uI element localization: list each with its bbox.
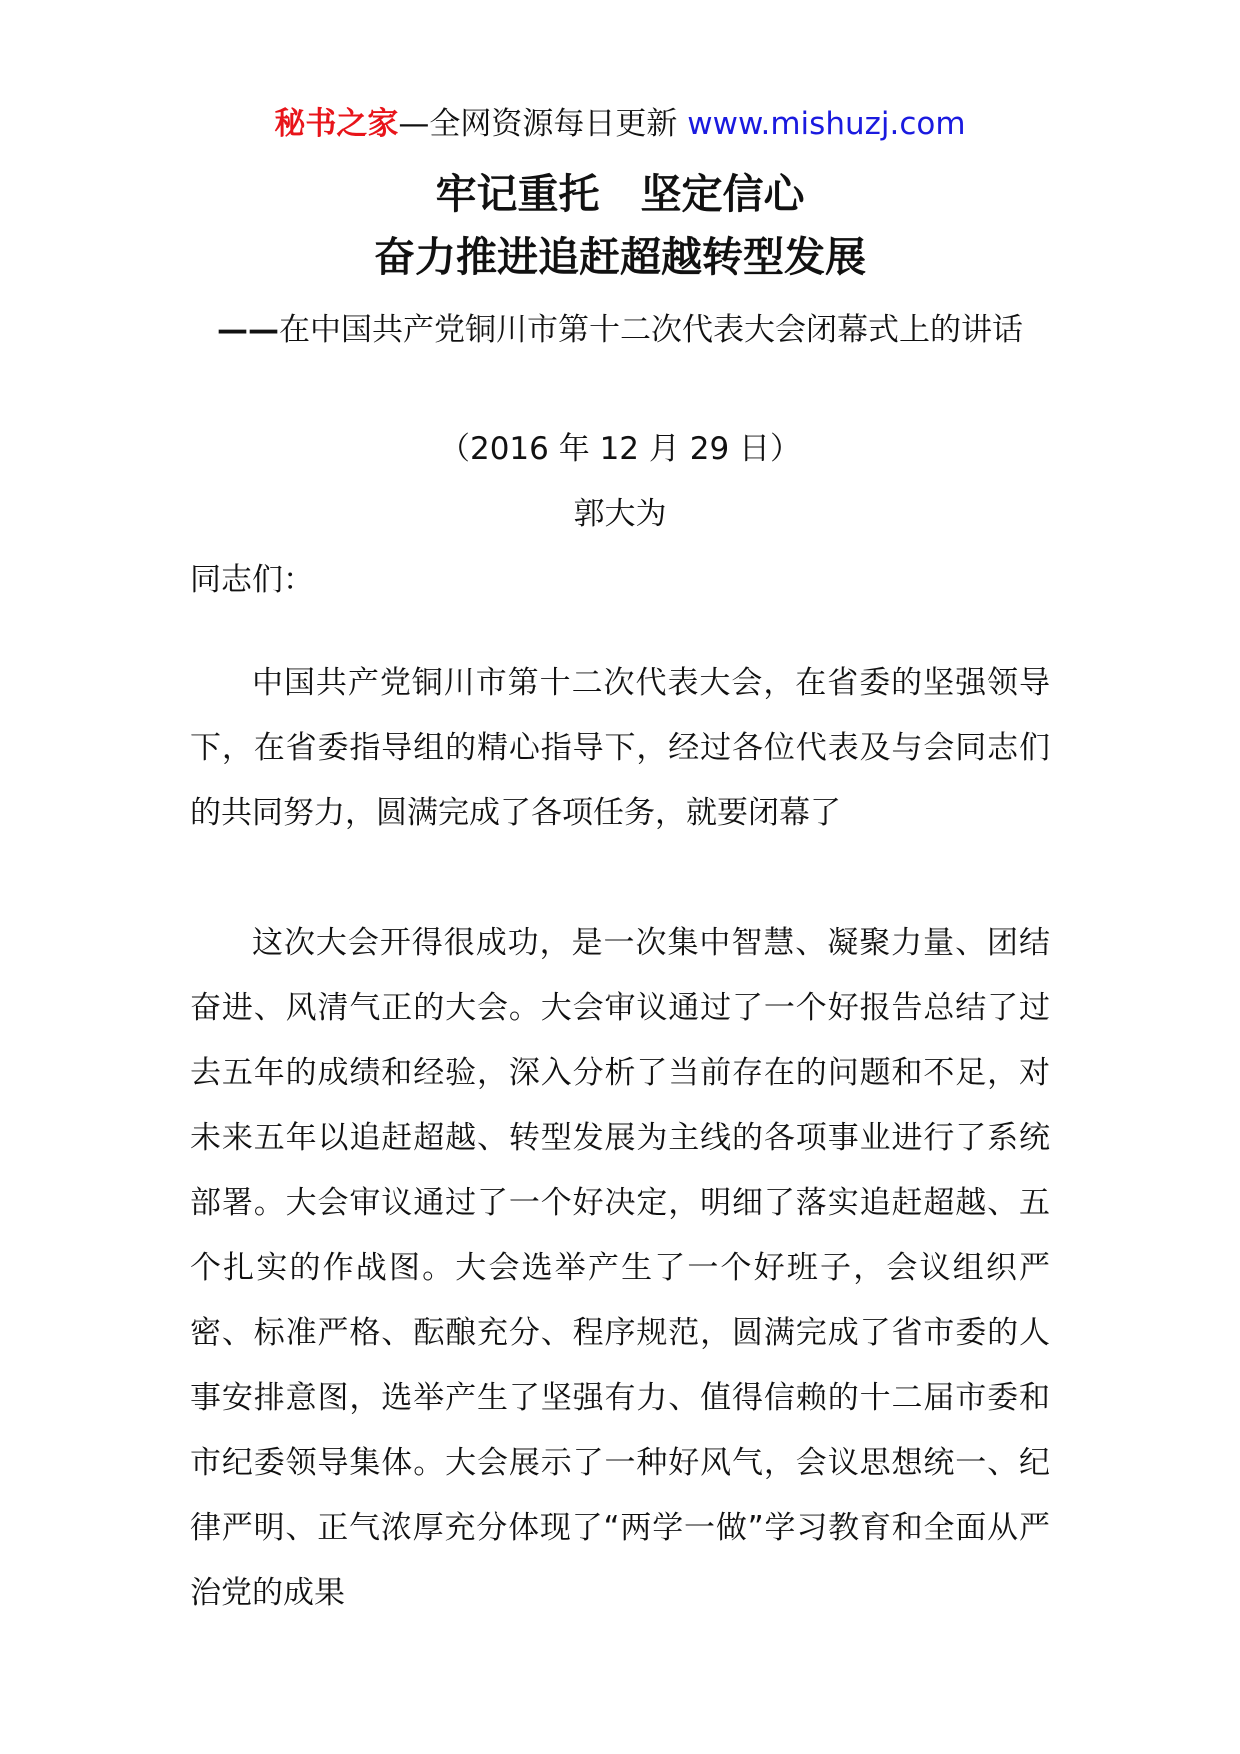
brand-name: 秘书之家 (274, 106, 399, 142)
salutation: 同志们： (190, 562, 314, 598)
body-paragraph-1: 中国共产党铜川市第十二次代表大会，在省委的坚强领导下，在省委指导组的精心指导下，经过各位代表及与会同志们的共同努力，圆满完成了各项任务，就要闭幕了 (190, 665, 1050, 831)
subtitle (190, 297, 1050, 363)
body-paragraph-2: 这次大会开得很成功，是一次集中智慧、凝聚力量、团结奋进、风清气正的大会。大会审议通过了一个好报告总结了过去五年的成绩和经验，深入分析了当前存在的问题和不足，对未来五年以追赶超越、转型发展为主线的各项事业进行了系统部署。大会审议通过了一个好决定，明细了落实追赶超越、五个扎实的作战图。大会选举产生了一个好班子，会议组织严密、标准严格、酝酿充分、程序规范，圆满完成了省市委的人事安排意图，选举产生了坚强有力、值得信赖的十二届市委和市纪委领导集体。大会展示了一种好风气，会议思想统一、纪律严明、正气浓厚充分体现了“两学一做”学习教育和全面从严治党的成果 (190, 925, 1050, 1611)
title-line-1: 牢记重托 坚定信心 (435, 170, 805, 218)
speech-date: （2016 年 12 月 29 日） (438, 431, 802, 467)
subtitle-text: 在中国共产党铜川市第十二次代表大会闭幕式上的讲话 (279, 312, 1023, 348)
author-name: 郭大为 (573, 496, 667, 532)
site-url-link[interactable]: www.mishuzj.com (687, 106, 966, 142)
header-tagline: —全网资源每日更新 (398, 106, 688, 142)
site-header (0, 100, 1240, 148)
title-line-2: 奋力推进追赶超越转型发展 (374, 233, 866, 281)
subtitle-dash: —— (217, 312, 279, 348)
